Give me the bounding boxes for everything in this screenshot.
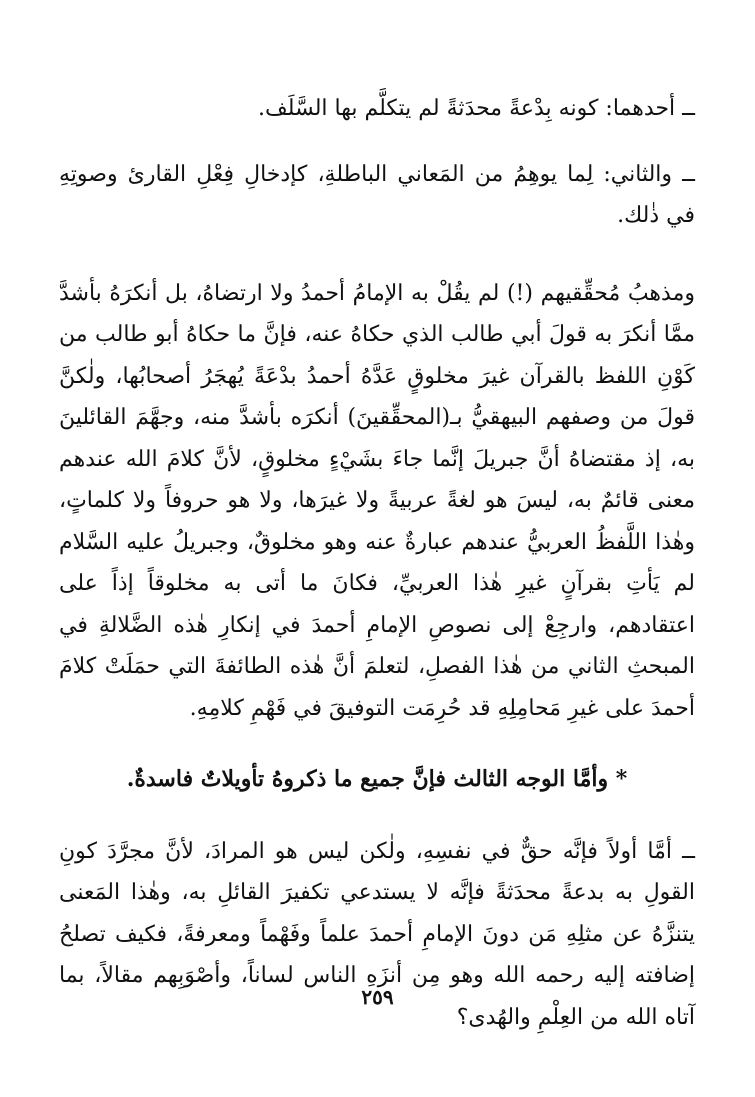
paragraph-verifiers-doctrine: ومذهبُ مُحقِّقيهم (!) لم يقُلْ به الإمامُ أحمدُ ولا ارتضاهُ، بل أنكرَهُ بأشدَّ ممَّا أنكرَ به قولَ أبي طالب الذي حكاهُ عنه، فإنَّ ما حكاهُ أبو طالب من كَوْنِ اللفظ بالقرآن غيرَ مخلوقٍ عَدَّهُ أحمدُ بدْعَةً يُهجَرُ أصحابُها، ولٰكنَّ قولَ من وصفهم البيهقيُّ بـ(المحقِّقينَ) أنكرَه بأشدَّ منه، وجهَّمَ القائلينَ به، إذ مقتضاهُ أنَّ جبريلَ إنَّما جاءَ بشَيْءٍ مخلوقٍ، لأنَّ كلامَ الله عندهم معنى قائمٌ به، ليسَ هو لغةً عربيةً ولا غيرَها، ولا هو حروفاً ولا كلماتٍ، وهٰذا اللَّفظُ العربيُّ عندهم عبارةٌ عنه وهو مخلوقٌ، وجبريلُ عليه السَّلام لم يَأتِ بقرآنٍ غيرِ هٰذا العربيِّ، فكانَ ما أتى به مخلوقاً إذاً على اعتقادهم، وارجِعْ إلى نصوصِ الإمامِ أحمدَ في إنكارِ هٰذه الضَّلالةِ في المبحثِ الثاني من هٰذا الفصلِ، لتعلمَ أنَّ هٰذه الطائفةَ التي حمَلَتْ كلامَ أحمدَ على غيرِ مَحامِلِهِ قد حُرِمَت التوفيقَ في فَهْمِ كلامِهِ. bbox=[59, 280, 695, 721]
document-page bbox=[59, 88, 695, 1038]
page-number: ٢٥٩ bbox=[361, 985, 394, 1009]
paragraph-second-point: ــ والثاني: لِما يوهِمُ من المَعاني الباطلةِ، كإدخالِ فِعْلِ القارئ وصوتِهِ في ذٰلك. bbox=[59, 161, 695, 228]
section-heading-third-aspect: * وأمَّا الوجه الثالث فإنَّ جميع ما ذكروهُ تأويلاتٌ فاسدةٌ. bbox=[126, 766, 628, 792]
paragraph-firstly: ــ أمَّا أولاً فإنَّه حقٌّ في نفسِهِ، ولٰكن ليس هو المرادَ، لأنَّ مجرَّدَ كونِ القولِ به بدعةً محدَثةً فإنَّه لا يستدعي تكفيرَ القائلِ به، وهٰذا المَعنى يتنزَّهُ عن مثلِهِ مَن دونَ الإمامِ أحمدَ علماً وفَهْماً ومعرفةً، فكيف تصلحُ إضافته إليه رحمه الله وهو مِن أنزَهِ الناس لساناً، وأصْوَبِهم مقالاً، بما آتاه الله من العِلْمِ والهُدى؟ bbox=[59, 838, 695, 1030]
paragraph-first-point: ــ أحدهما: كونه بِدْعةً محدَثةً لم يتكلَّم بها السَّلَف. bbox=[258, 96, 695, 121]
